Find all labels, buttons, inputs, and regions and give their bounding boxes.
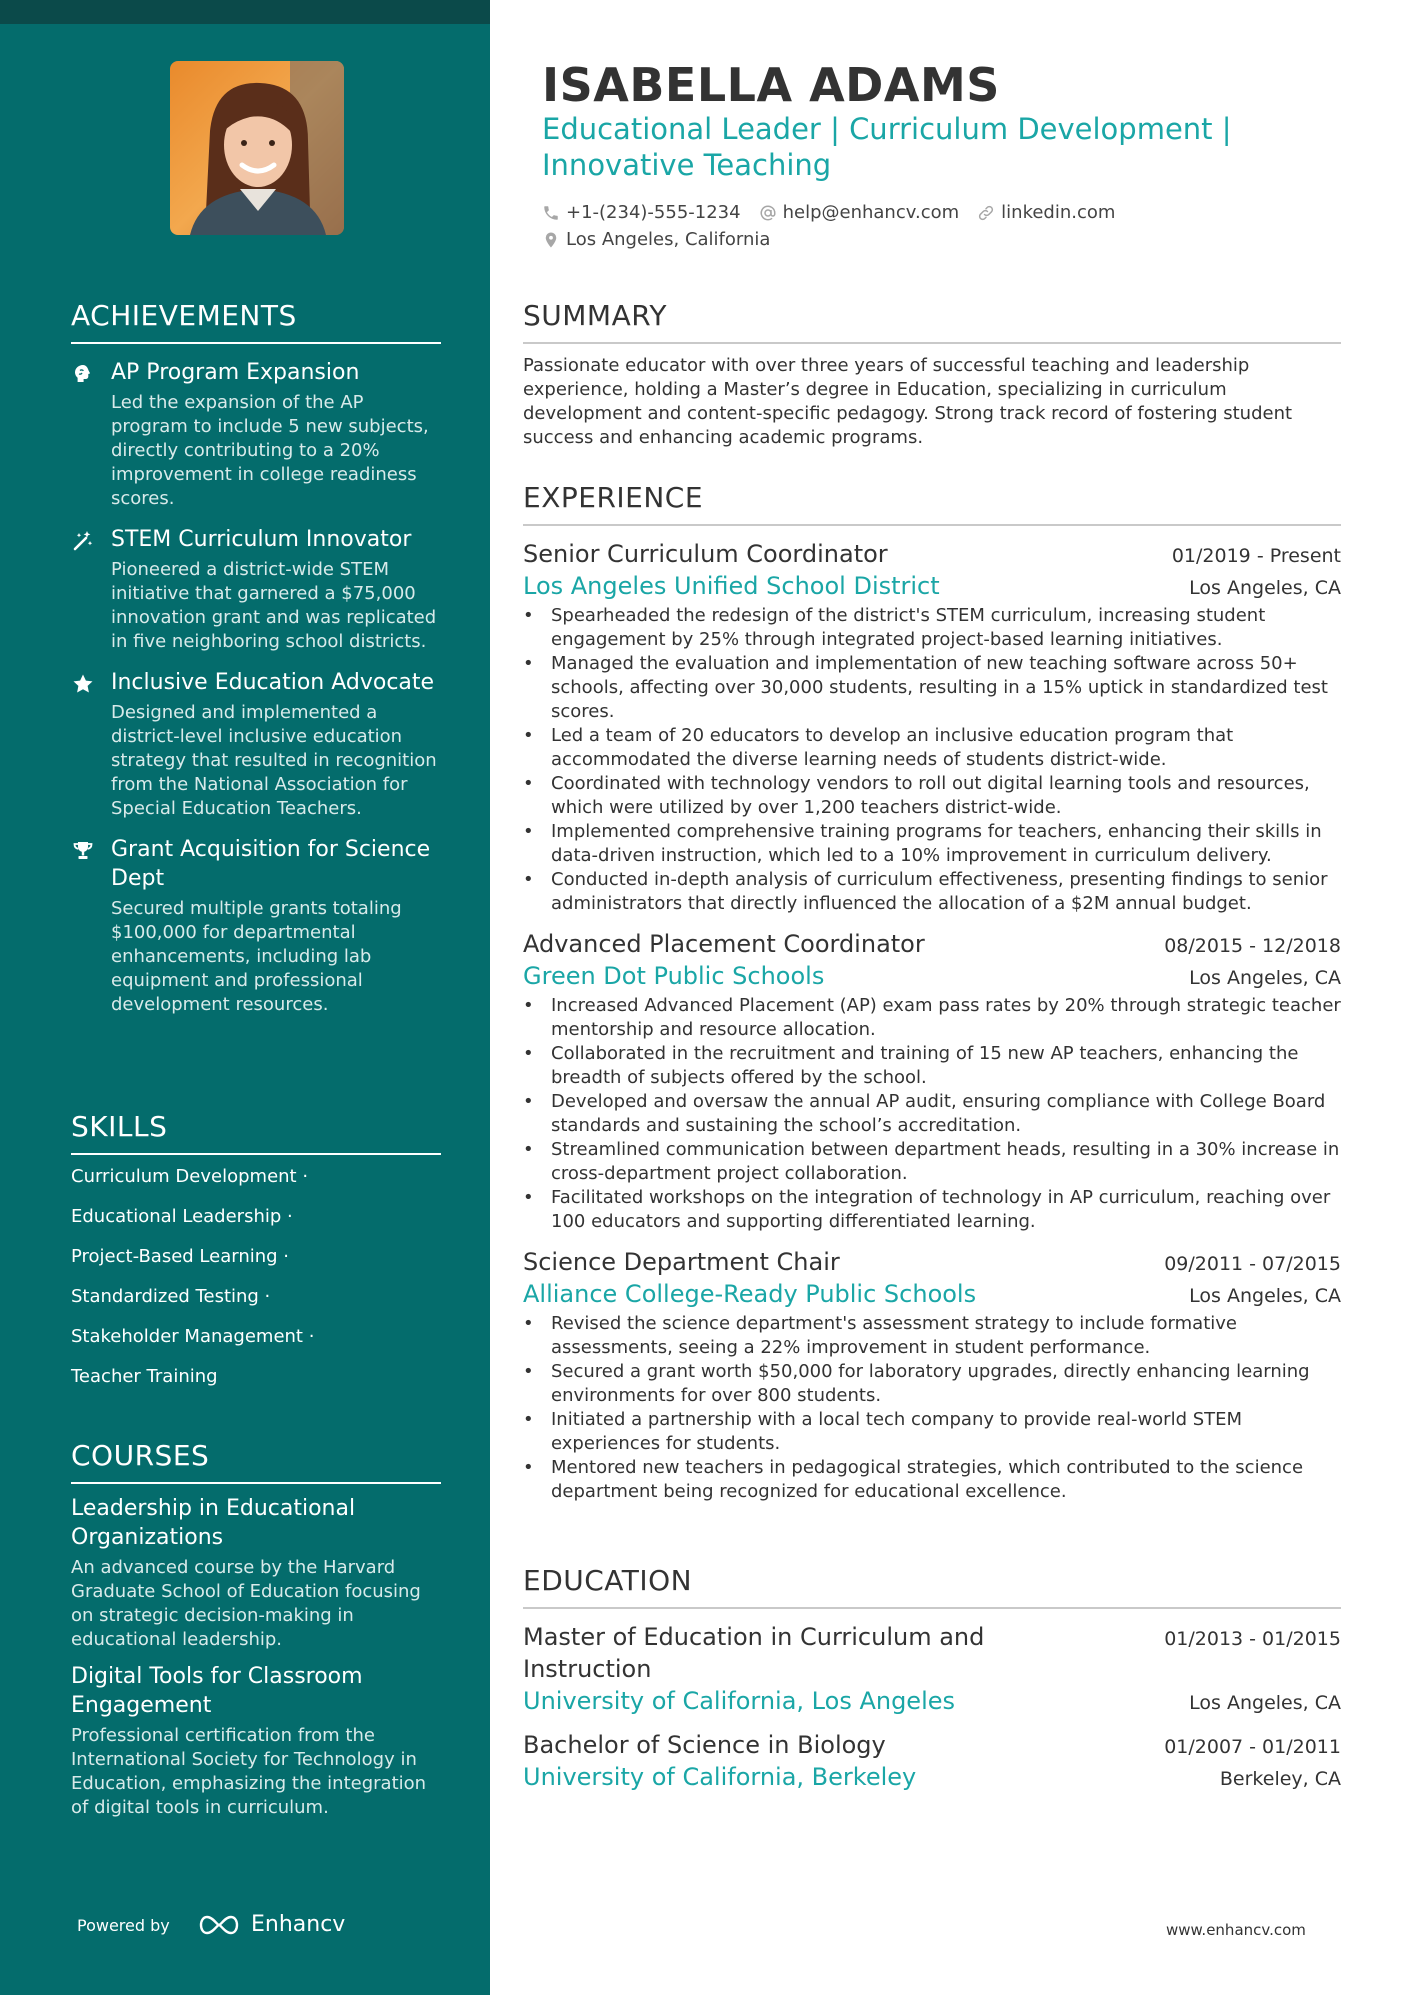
achievement-title: Grant Acquisition for Science Dept [111,837,431,891]
job-bullet: • Coordinated with technology vendors to roll out digital learning tools and resources, which were utilized by over 1,200 teachers district-wide. [523,772,1341,820]
job-bullet: • Developed and oversaw the annual AP audit, ensuring compliance with College Board standards and sustaining the school’s accreditation. [523,1090,1341,1138]
job-entry [523,1246,1341,1504]
job-company: Green Dot Public Schools [523,962,825,990]
achievement-item [71,525,441,654]
link-icon [977,204,995,222]
school-name: University of California, Berkeley [523,1763,917,1791]
job-bullet: • Conducted in-depth analysis of curriculum effectiveness, presenting findings to senior administrators that directly influenced the allocation of a $2M annual budget. [523,868,1341,916]
job-company: Los Angeles Unified School District [523,572,940,600]
job-date: 01/2019 - Present [1171,545,1341,567]
phone-icon [542,204,560,222]
linkedin-contact[interactable] [977,202,1115,223]
education-date: 01/2013 - 01/2015 [1164,1628,1341,1650]
job-title: Advanced Placement Coordinator [523,930,925,958]
achievement-item [71,668,441,821]
job-entry [523,538,1341,916]
achievement-item [71,835,441,1017]
job-bullet: • Spearheaded the redesign of the district's STEM curriculum, increasing student engagement by 25% through integrated project-based learning initiatives. [523,604,1341,652]
enhancv-logo-icon [195,1913,243,1937]
job-date: 09/2011 - 07/2015 [1164,1253,1341,1275]
courses-section [71,1439,441,1820]
degree-title: Bachelor of Science in Biology [523,1731,886,1759]
course-description: Professional certification from the International Society for Technology in Education, emphasizing the integration of digital tools in curriculum. [71,1725,427,1818]
job-bullet: • Secured a grant worth $50,000 for laboratory upgrades, directly enhancing learning environments for over 800 students. [523,1360,1341,1408]
skills-heading: SKILLS [71,1110,441,1155]
achievement-description: Designed and implemented a district-level inclusive education strategy that resulted in recognition from the National Association for Special Education Teachers. [111,702,437,819]
job-bullet: • Facilitated workshops on the integration of technology in AP curriculum, reaching over 100 educators and supporting differentiated learning. [523,1186,1341,1234]
school-location: Los Angeles, CA [1189,1692,1341,1714]
achievements-heading: ACHIEVEMENTS [71,299,441,344]
school-name: University of California, Los Angeles [523,1687,956,1715]
at-icon [759,204,777,222]
sidebar [0,0,490,1995]
course-description: An advanced course by the Harvard Graduate School of Education focusing on strategic decision-making in educational leadership. [71,1557,421,1650]
star-icon [71,672,95,696]
contact-info [542,199,1302,253]
job-bullet: • Increased Advanced Placement (AP) exam pass rates by 20% through strategic teacher mentorship and resource allocation. [523,994,1341,1042]
achievement-title: STEM Curriculum Innovator [111,527,412,552]
job-title: Senior Curriculum Coordinator [523,540,888,568]
job-bullet: • Managed the evaluation and implementation of new teaching software across 50+ schools, affecting over 30,000 students, resulting in a 15% uptick in standardized test scores. [523,652,1341,724]
job-location: Los Angeles, CA [1189,967,1341,989]
job-date: 08/2015 - 12/2018 [1164,935,1341,957]
profile-photo [170,61,344,235]
skill-item: Stakeholder Management · [71,1326,315,1347]
course-title: Digital Tools for Classroom Engagement [71,1664,363,1718]
job-bullet: • Implemented comprehensive training programs for teachers, enhancing their skills in data-driven instruction, which led to a 10% improvement in curriculum delivery. [523,820,1341,868]
skill-item: Teacher Training [71,1366,218,1387]
school-location: Berkeley, CA [1219,1768,1341,1790]
job-bullet: • Streamlined communication between department heads, resulting in a 30% increase in cross-department project collaboration. [523,1138,1341,1186]
email-text: help@enhancv.com [782,202,960,223]
email-contact[interactable] [759,202,960,223]
achievement-description: Led the expansion of the AP program to include 5 new subjects, directly contributing to a 20% improvement in college readiness scores. [111,392,429,509]
skill-item: Educational Leadership · [71,1206,293,1227]
location-text: Los Angeles, California [566,229,771,250]
phone-contact[interactable] [542,202,741,223]
summary-text: Passionate educator with over three years of successful teaching and leadership experience, holding a Master’s degree in Education, specializing in curriculum development and content-specific pedagogy. Strong track record of fostering student success and enhancing academic programs. [523,355,1293,448]
job-bullet: • Led a team of 20 educators to develop an inclusive education program that accommodated the diverse learning needs of students district-wide. [523,724,1341,772]
achievement-title: Inclusive Education Advocate [111,670,435,695]
job-entry [523,928,1341,1234]
job-bullet: • Revised the science department's assessment strategy to include formative assessments, seeing a 22% improvement in student performance. [523,1312,1341,1360]
job-bullets [523,1312,1341,1504]
education-section [523,1564,1341,1793]
achievements-section [71,299,441,1017]
achievement-item [71,358,441,511]
enhancv-brand[interactable] [195,1912,345,1937]
summary-heading: SUMMARY [523,299,1341,344]
skills-section [71,1110,441,1389]
trophy-icon [71,839,95,863]
footer-url[interactable]: www.enhancv.com [1166,1921,1306,1939]
experience-section [523,481,1341,1504]
summary-section [523,299,1341,450]
achievement-description: Pioneered a district-wide STEM initiative that garnered a $75,000 innovation grant and was replicated in five neighboring school districts. [111,559,437,652]
job-bullet: • Mentored new teachers in pedagogical strategies, which contributed to the science department being recognized for educational excellence. [523,1456,1341,1504]
education-entry [523,1621,1341,1717]
skill-item: Standardized Testing · [71,1286,271,1307]
sidebar-top-bar [0,0,490,24]
education-heading: EDUCATION [523,1564,1341,1609]
brain-icon [71,362,95,386]
job-bullets [523,604,1341,916]
job-bullets [523,994,1341,1234]
phone-text: +1-(234)-555-1234 [566,202,741,223]
achievement-description: Secured multiple grants totaling $100,000 for departmental enhancements, including lab equipment and professional development resources. [111,898,402,1015]
education-date: 01/2007 - 01/2011 [1164,1736,1341,1758]
job-location: Los Angeles, CA [1189,577,1341,599]
education-entry [523,1729,1341,1793]
location-pin-icon [542,231,560,249]
skill-item: Project-Based Learning · [71,1246,290,1267]
experience-heading: EXPERIENCE [523,481,1341,526]
candidate-tagline: Educational Leader | Curriculum Development | Innovative Teaching [542,112,1232,182]
enhancv-brand-name: Enhancv [251,1912,346,1937]
candidate-name: ISABELLA ADAMS [542,58,1000,112]
achievement-title: AP Program Expansion [111,360,360,385]
job-company: Alliance College-Ready Public Schools [523,1280,977,1308]
skill-item: Curriculum Development · [71,1166,309,1187]
job-bullet: • Initiated a partnership with a local tech company to provide real-world STEM experiences for students. [523,1408,1341,1456]
location-contact [542,229,770,250]
job-location: Los Angeles, CA [1189,1285,1341,1307]
job-title: Science Department Chair [523,1248,840,1276]
degree-title: Master of Education in Curriculum and Instruction [523,1623,985,1683]
course-title: Leadership in Educational Organizations [71,1496,356,1550]
magic-wand-icon [71,529,95,553]
courses-heading: COURSES [71,1439,441,1484]
powered-by-label: Powered by [77,1916,170,1935]
job-bullet: • Collaborated in the recruitment and training of 15 new AP teachers, enhancing the breadth of subjects offered by the school. [523,1042,1341,1090]
linkedin-text: linkedin.com [1001,202,1116,223]
